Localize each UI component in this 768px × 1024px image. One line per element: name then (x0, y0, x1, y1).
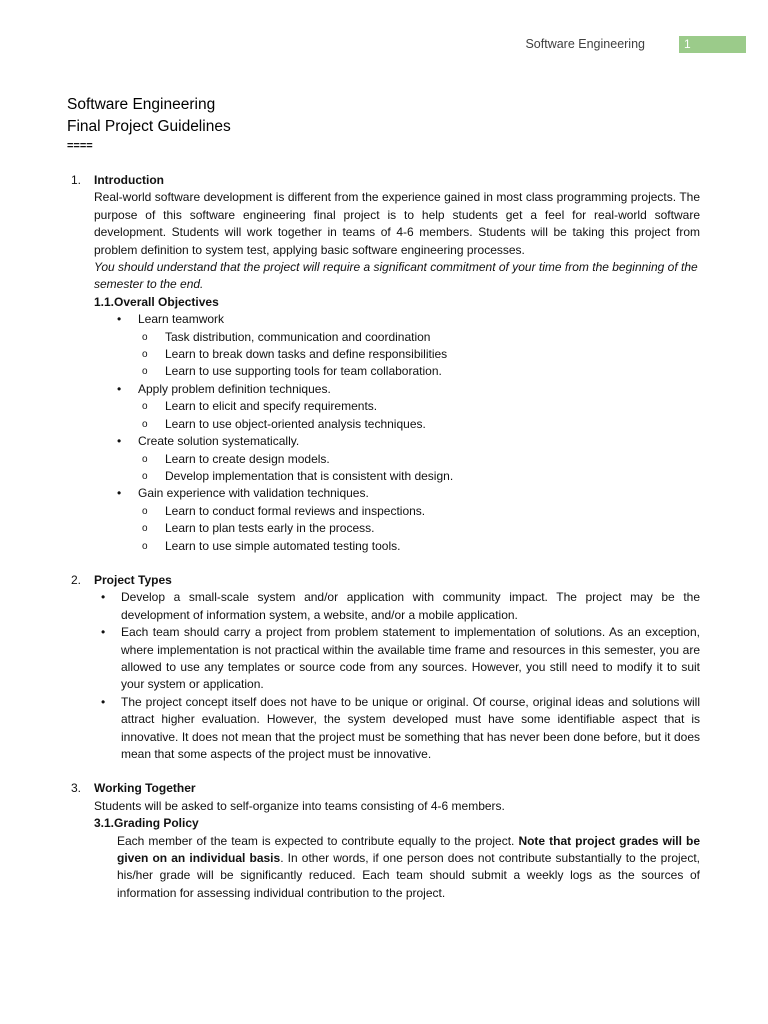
objective-sublist (138, 503, 700, 555)
page-number: 1 (684, 37, 691, 51)
section-heading-working-together (71, 780, 700, 797)
intro-paragraph: Real-world software development is different from the experience gained in most class programming projects. The purpose of this software engineering final project is to help students get a feel for real-world software development. Students will work together in teams of 4-6 members. Students will be taking this project from problem definition to system test, applying basic software engineering processes. (94, 190, 700, 257)
title-line-2: Final Project Guidelines (67, 118, 231, 135)
project-type-item: • Each team should carry a project from problem statement to implementation of solutions. As an exception, where implementation is not practical within the available time frame and resources in this semester, you are allowed to use any templates or source code from any sources. However, you still need to modify it to suit your system or application. (121, 624, 700, 694)
document-body (71, 172, 700, 902)
document-title (67, 94, 231, 138)
objective-sublist (138, 451, 700, 486)
section-title: Project Types (94, 572, 172, 587)
running-title: Software Engineering (525, 37, 645, 51)
objective-item (138, 381, 700, 433)
objective-item (138, 485, 700, 555)
section-number: 2. (71, 572, 82, 587)
grading-text-rest: . In other words, if one person does not contribute substantially to the project, his/her grade will be significantly reduced. Each team should submit a weekly logs as the sources of information for assessing individual contribution to the project. (117, 851, 700, 900)
grading-paragraph (71, 833, 700, 903)
objective-subitem: o Learn to plan tests early in the process. (165, 520, 700, 537)
objective-item (138, 433, 700, 485)
objective-item (138, 311, 700, 381)
section-number: 1. (71, 173, 82, 187)
objectives-list (71, 311, 700, 555)
section-heading-project-types (71, 572, 700, 589)
objective-label: Create solution systematically. (138, 434, 300, 449)
intro-commitment-note: You should understand that the project will require a significant commitment of your time from the beginning of the semester to the end. (94, 260, 698, 292)
section-spacer (71, 763, 700, 780)
grading-text-lead: Each member of the team is expected to contribute equally to the project. (117, 833, 519, 848)
project-type-item: • The project concept itself does not have to be unique or original. Of course, original ideas and solutions will attract higher evaluation. However, the system developed must have some identifiable aspect that is innovative. It does not mean that the project must be something that has never been done before, but it does mean that some aspects of the project must be innovative. (121, 694, 700, 764)
objective-subitem: o Task distribution, communication and coordination (165, 329, 700, 346)
section-title: Introduction (94, 173, 164, 187)
section-heading-introduction (71, 172, 700, 189)
project-type-item: • Develop a small-scale system and/or application with community impact. The project may be the development of information system, a website, and/or a mobile application. (121, 589, 700, 624)
page-number-badge (679, 36, 746, 53)
objective-subitem: o Learn to create design models. (165, 451, 700, 468)
objective-subitem: o Learn to use object-oriented analysis techniques. (165, 416, 700, 433)
teams-paragraph: Students will be asked to self-organize into teams consisting of 4-6 members. (94, 798, 505, 813)
objective-label: Apply problem definition techniques. (138, 381, 331, 396)
title-line-1: Software Engineering (67, 96, 216, 113)
objective-subitem: o Learn to use supporting tools for team collaboration. (165, 363, 700, 380)
grading-text-emphasis: Note that project grades will be given on an individual basis (117, 833, 701, 866)
subsection-heading-grading: 3.1.Grading Policy (94, 816, 199, 831)
objective-sublist (138, 398, 700, 433)
objective-label: Learn teamwork (138, 312, 225, 327)
title-rule: ==== (67, 140, 93, 152)
objective-sublist (138, 329, 700, 381)
objective-subitem: o Learn to break down tasks and define responsibilities (165, 346, 700, 363)
section-number: 3. (71, 781, 82, 796)
objective-subitem: o Develop implementation that is consistent with design. (165, 468, 700, 485)
section-spacer (71, 555, 700, 572)
section-title: Working Together (94, 781, 196, 796)
subsection-heading-objectives: 1.1.Overall Objectives (94, 294, 219, 309)
objective-subitem: o Learn to conduct formal reviews and inspections. (165, 503, 700, 520)
objective-subitem: o Learn to elicit and specify requirements. (165, 398, 700, 415)
objective-subitem: o Learn to use simple automated testing tools. (165, 538, 700, 555)
project-types-list (71, 589, 700, 763)
objective-label: Gain experience with validation techniques. (138, 486, 369, 501)
